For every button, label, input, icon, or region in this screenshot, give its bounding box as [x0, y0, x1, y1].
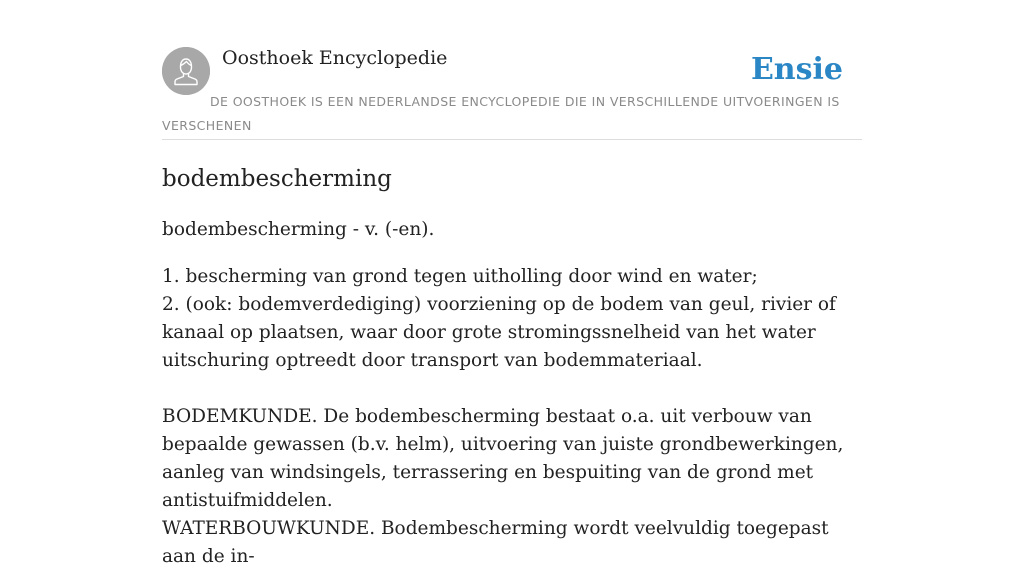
- page: [162, 0, 862, 567]
- user-avatar-icon[interactable]: [162, 47, 210, 95]
- definition-item: 2. (ook: bodemverdediging) voorziening op de bodem van geul, rivier of kanaal op plaatsen, waar door grote stromingssnelheid van het water uitschuring optreedt door transport van bodemmateriaal.: [162, 294, 836, 371]
- entry-headword: bodembescherming - v. (-en).: [162, 219, 435, 240]
- site-tagline: DE OOSTHOEK IS EEN NEDERLANDSE ENCYCLOPEDIE DIE IN VERSCHILLENDE UITVOERINGEN IS VERSCHENEN: [162, 94, 840, 133]
- body-paragraph: BODEMKUNDE. De bodembescherming bestaat o.a. uit verbouw van bepaalde gewassen (b.v. helm), uitvoering van juiste grondbewerkingen, aanleg van windsingels, terrassering en bespuiting van de grond met antistuifmiddelen.: [162, 406, 844, 511]
- site-header: [162, 0, 862, 140]
- avatar-person-icon: [162, 47, 210, 95]
- body-paragraph: WATERBOUWKUNDE. Bodembescherming wordt veelvuldig toegepast aan de in-: [162, 518, 829, 567]
- paragraph-spacer: [162, 375, 862, 403]
- site-title[interactable]: Oosthoek Encyclopedie: [222, 47, 448, 69]
- entry-title: bodembescherming: [162, 166, 392, 192]
- entry-body: [162, 263, 862, 571]
- ensie-logo[interactable]: Ensie: [750, 52, 843, 87]
- definition-item: 1. bescherming van grond tegen uitholling door wind en water;: [162, 266, 758, 287]
